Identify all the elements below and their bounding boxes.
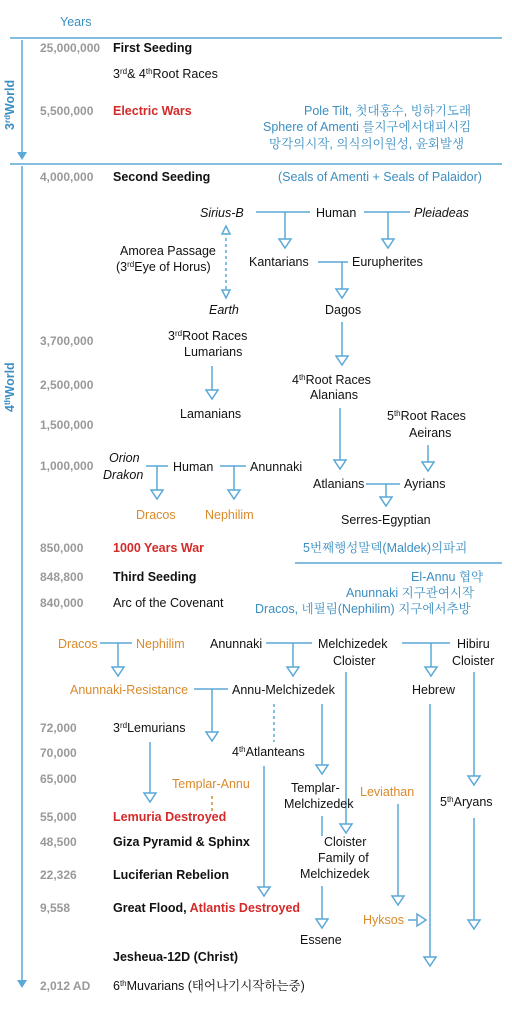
node-templar-annu: Templar-Annu [172,777,250,791]
node-hyksos: Hyksos [363,913,404,927]
node-leviathan: Leviathan [360,785,415,799]
note-forgetting: 망각의시작, 의식의이원성, 윤회발생 [269,137,465,151]
node-sirius-b: Sirius-B [200,206,244,220]
event-luciferian: Luciferian Rebelion [113,868,229,882]
node-essene: Essene [300,933,342,947]
world3-arrowhead [17,152,27,160]
year-3700000: 3,700,000 [40,334,94,348]
node-orion: Orion [109,451,140,465]
year-65000: 65,000 [40,772,77,786]
note-seals: (Seals of Amenti + Seals of Palaidor) [278,170,482,184]
year-1500000: 1,500,000 [40,418,94,432]
note-sphere-amenti: Sphere of Amenti 를지구에서대피시킴 [263,120,472,134]
year-5500000: 5,500,000 [40,104,94,118]
year-25000000: 25,000,000 [40,41,101,55]
year-850000: 850,000 [40,541,84,555]
node-anunnaki-1: Anunnaki [250,460,303,474]
year-840000: 840,000 [40,596,84,610]
event-second-seeding: Second Seeding [113,170,211,184]
node-amorea-passage: Amorea Passage [120,244,216,258]
node-hebrew: Hebrew [412,683,456,697]
node-serres-egyptian: Serres-Egyptian [341,513,431,527]
node-eurupherites: Eurupherites [352,255,423,269]
note-pole-tilt: Pole Tilt, 첫대홍수, 빙하기도래 [304,104,472,118]
year-9558: 9,558 [40,901,71,915]
node-nephilim-2: Nephilim [136,637,185,651]
event-great-flood: Great Flood, Atlantis Destroyed [113,901,301,915]
event-giza: Giza Pyramid & Sphinx [113,835,250,849]
node-root-races-3: 3rdRoot Races [168,329,248,343]
node-atlanteans-4: 4thAtlanteans [232,745,305,759]
node-drakon: Drakon [103,468,144,482]
event-muvarians: 6thMuvarians (태어나기시작하는중) [113,979,305,993]
node-ayrians: Ayrians [404,477,446,491]
node-pleiadeas: Pleiadeas [414,206,469,220]
event-lemuria-destroyed: Lemuria Destroyed [113,810,227,824]
year-2012: 2,012 AD [40,979,91,993]
node-anunnaki-2: Anunnaki [210,637,263,651]
node-earth: Earth [209,303,239,317]
event-root-races-3-4: 3rd& 4thRoot Races [113,67,218,81]
node-hibiru-2: Cloister [452,654,495,668]
note-dracos-exiled: Dracos, 네필림(Nephilim) 지구에서추방 [255,602,471,616]
node-root-races-5: 5thRoot Races [387,409,466,423]
node-cloister-family-2: Family of [318,851,369,865]
event-lemurians: 3rdLemurians [113,721,186,735]
node-hibiru-1: Hibiru [457,637,490,651]
year-1000000: 1,000,000 [40,459,94,473]
node-templar-melchizedek-2: Melchizedek [284,797,354,811]
node-aryans-5: 5thAryans [440,795,493,809]
node-atlanians: Atlanians [313,477,365,491]
event-electric-wars: Electric Wars [113,104,192,118]
node-human-2: Human [173,460,214,474]
node-kantarians: Kantarians [249,255,309,269]
note-anunnaki: Anunnaki 지구관여시작 [346,586,475,600]
year-72000: 72,000 [40,721,77,735]
node-templar-melchizedek-1: Templar- [291,781,340,795]
event-arc-covenant: Arc of the Covenant [113,596,224,610]
node-dracos-2: Dracos [58,637,98,651]
node-human-1: Human [316,206,357,220]
node-dracos-1: Dracos [136,508,176,522]
event-third-seeding: Third Seeding [113,570,197,584]
node-melchizedek-cloister-2: Cloister [333,654,376,668]
node-root-races-4: 4thRoot Races [292,373,371,387]
year-70000: 70,000 [40,746,77,760]
node-lumarians: Lumarians [184,345,243,359]
year-2500000: 2,500,000 [40,378,94,392]
node-lamanians: Lamanians [180,407,242,421]
world4-label: 4thWorld [3,362,17,412]
note-el-annu: El-Annu 협약 [411,570,484,584]
node-melchizedek-cloister-1: Melchizedek [318,637,388,651]
node-annu-melchizedek: Annu-Melchizedek [232,683,335,697]
event-jesheua: Jesheua-12D (Christ) [113,950,239,964]
year-22326: 22,326 [40,868,77,882]
world3-label: 3rdWorld [3,79,17,130]
year-848800: 848,800 [40,570,84,584]
node-alanians: Alanians [310,388,358,402]
node-eye-horus: (3rdEye of Horus) [116,260,211,274]
node-dagos: Dagos [325,303,362,317]
event-1000-years-war: 1000 Years War [113,541,205,555]
node-cloister-family-1: Cloister [324,835,367,849]
node-nephilim-1: Nephilim [205,508,254,522]
event-first-seeding: First Seeding [113,41,193,55]
year-4000000: 4,000,000 [40,170,94,184]
years-label: Years [60,15,92,29]
node-aeirans: Aeirans [409,426,452,440]
note-maldek: 5번째행성말덱(Maldek)의파괴 [303,541,468,555]
node-anunnaki-resistance: Anunnaki-Resistance [70,683,189,697]
node-cloister-family-3: Melchizedek [300,867,370,881]
world4-arrowhead [17,980,27,988]
year-55000: 55,000 [40,810,77,824]
year-48500: 48,500 [40,835,77,849]
